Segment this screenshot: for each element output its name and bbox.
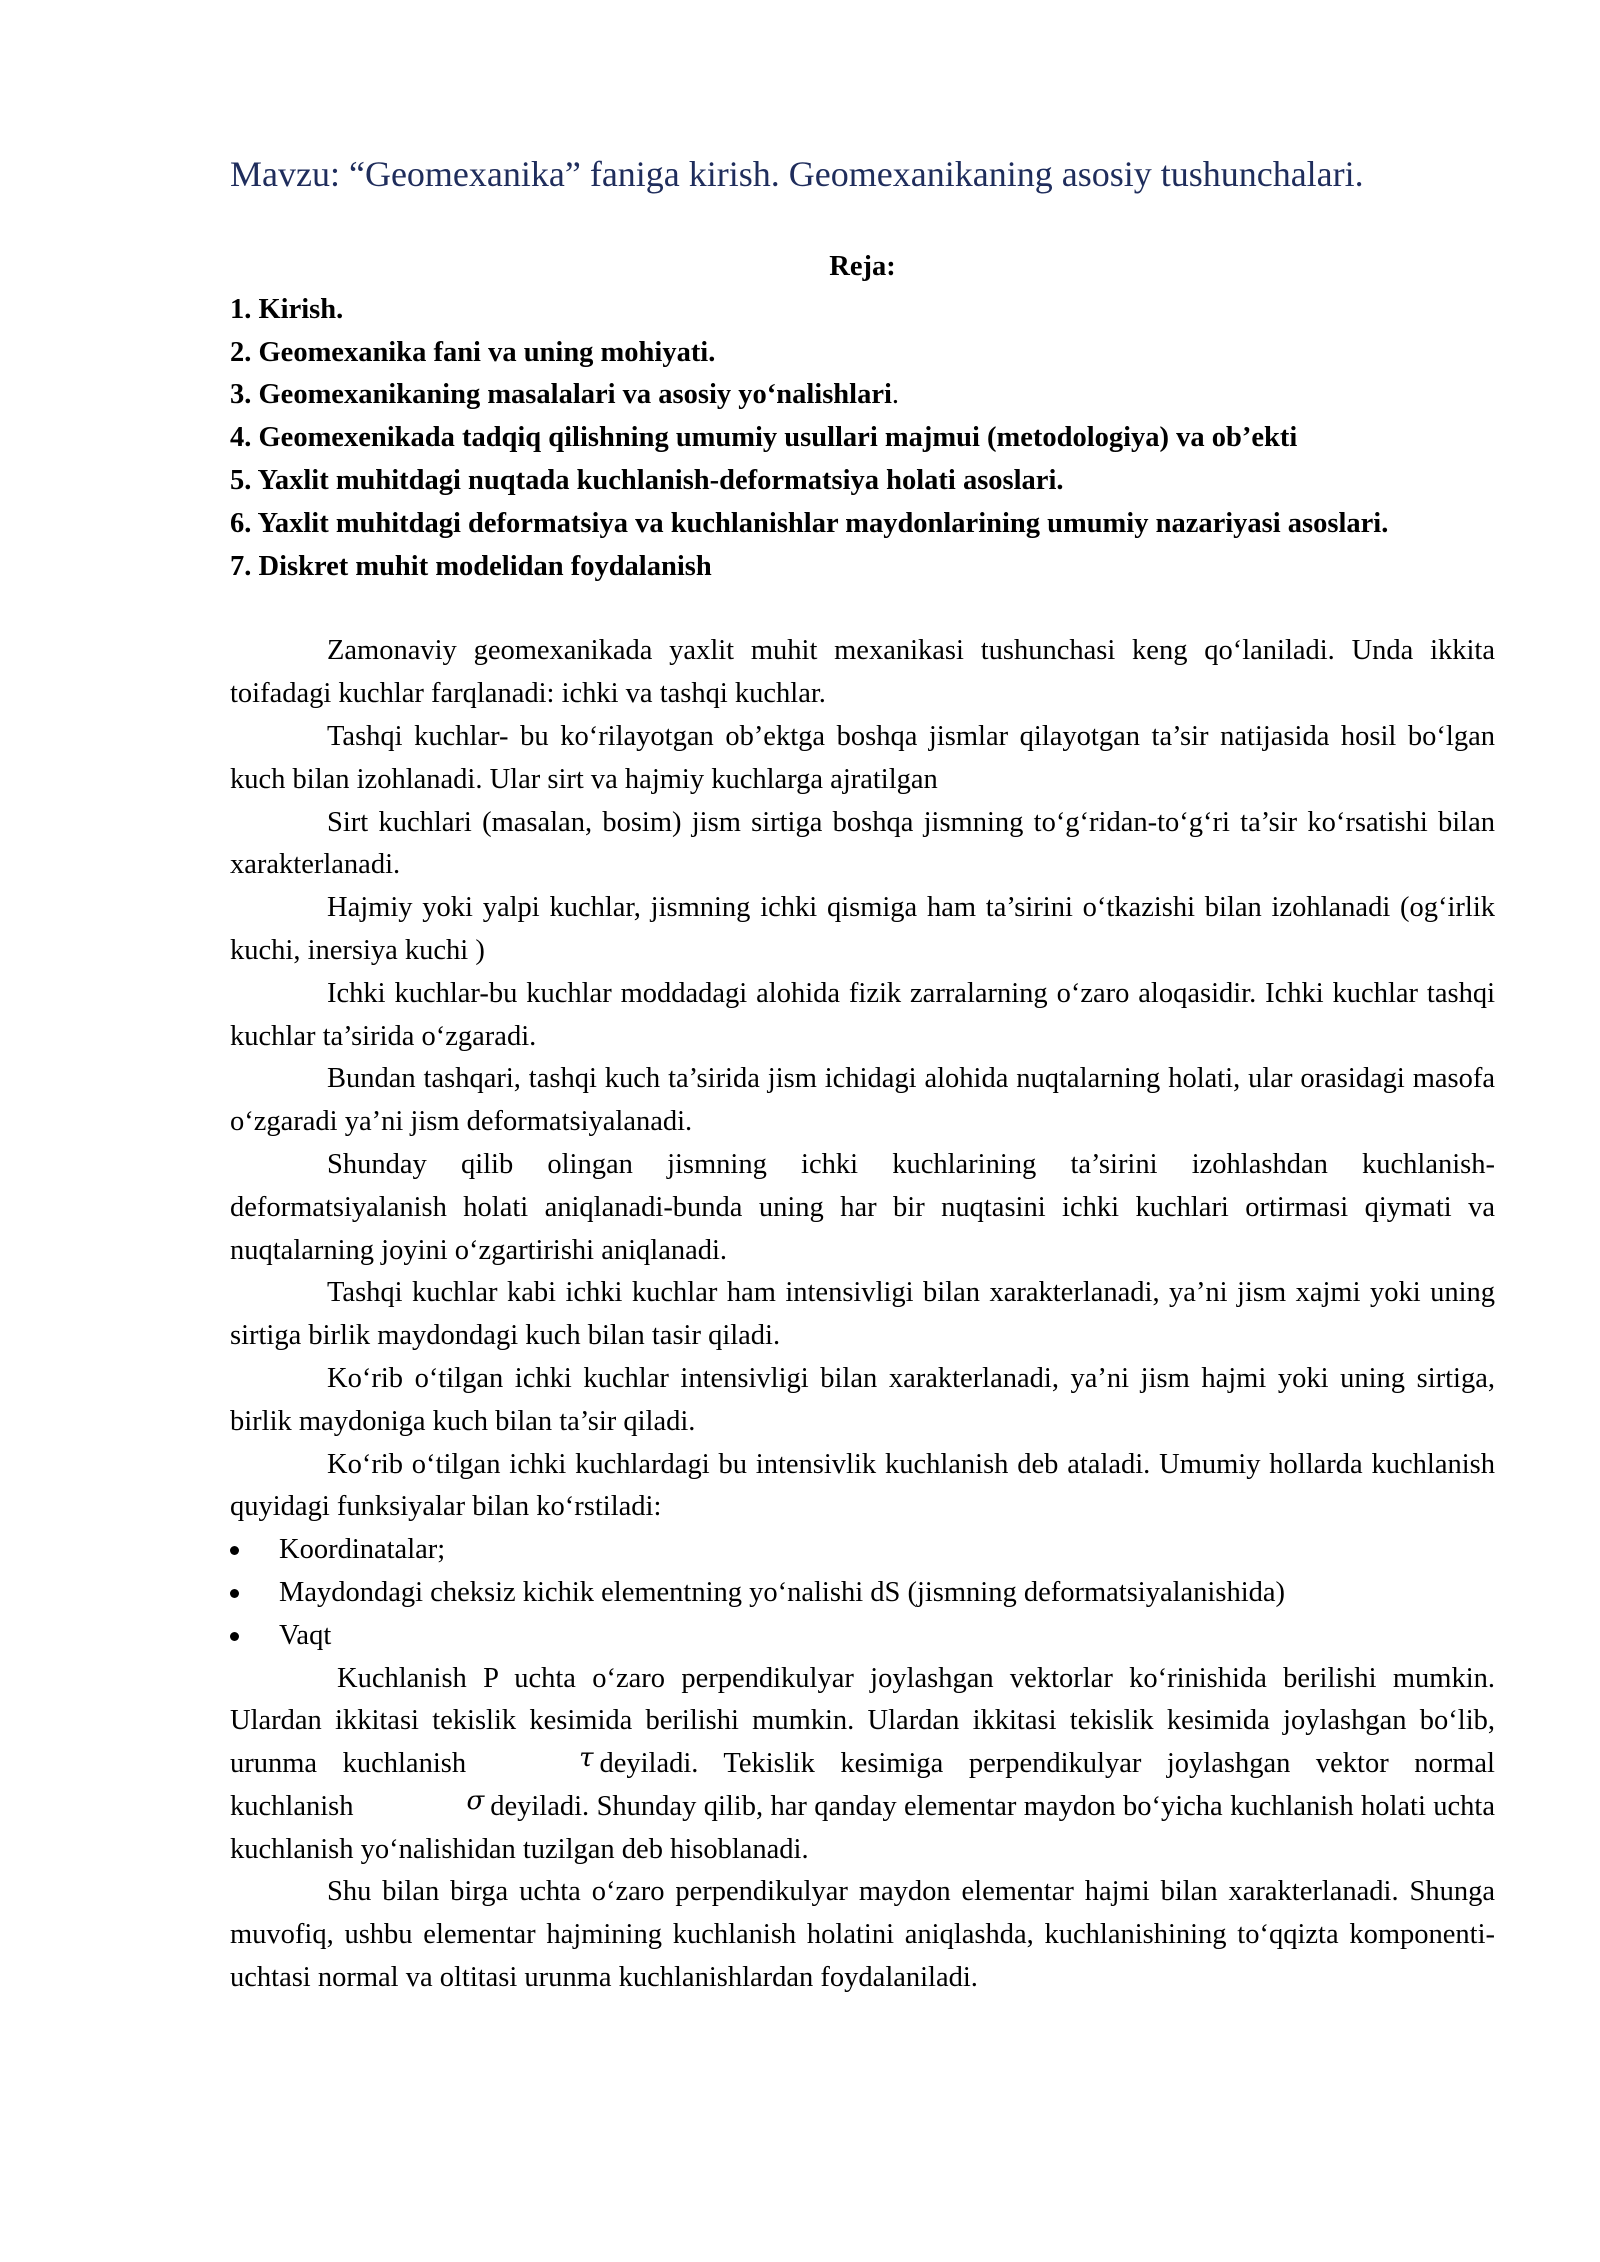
plan-item (230, 546, 1495, 589)
bullet-icon (230, 1632, 239, 1641)
plan-item-text: 4. Geomexenikada tadqiq qilishning umumiy usullari majmui (metodologiya) va ob’ekti (230, 422, 1298, 454)
bullet-item (230, 1615, 1495, 1658)
page-title: Mavzu: “Geomexanika” faniga kirish. Geomexanikaning asosiy tushunchalari. (230, 154, 1364, 194)
bullet-item (230, 1572, 1495, 1615)
body-text (230, 630, 1495, 2000)
paragraph: Bundan tashqari, tashqi kuch ta’sirida jism ichidagi alohida nuqtalarning holati, ular orasidagi masofa o‘zgaradi ya’ni jism deformatsiyalanadi. (230, 1063, 1495, 1138)
plan-list (230, 289, 1495, 589)
paragraph: Shunday qilib olingan jismning ichki kuchlarining ta’sirini izohlashdan kuchlanish-deformatsiyalanish holati aniqlanadi-bunda uning har bir nuqtasini ichki kuchlari ortirmasi qiymati va nuqtalarning joyini o‘zgartirishi aniqlanadi. (230, 1148, 1495, 1266)
paragraph: Tashqi kuchlar kabi ichki kuchlar ham intensivligi bilan xarakterlanadi, ya’ni jism xajmi yoki uning sirtiga birlik maydondagi kuch bilan tasir qiladi. (230, 1277, 1495, 1352)
plan-item (230, 289, 1495, 332)
final-paragraph: Shu bilan birga uchta o‘zaro perpendikulyar maydon elementar hajmi bilan xarakterlanadi. Shunga muvofiq, ushbu elementar hajmining kuchlanish holatini aniqlashda, kuchlanishining to‘qqizta komponenti-uchtasi normal va oltitasi urunma kuchlanishlardan foydalaniladi. (230, 1876, 1495, 1994)
plan-item-trail: . (891, 379, 900, 411)
plan-item-text: 7. Diskret muhit modelidan foydalanish (230, 550, 712, 582)
stress-text-part3: deyiladi. Shunday qilib, har qanday elementar maydon bo‘yicha kuchlanish holati uchta kuchlanish yo‘nalishidan tuzilgan deb hisoblanadi. (230, 1790, 1495, 1865)
bullet-text: Vaqt (279, 1619, 332, 1651)
plan-item (230, 460, 1495, 503)
bullet-text: Maydondagi cheksiz kichik elementning yo‘nalishi dS (jismning deformatsiyalanishida) (279, 1576, 1286, 1608)
stress-paragraph (230, 1658, 1495, 1872)
paragraph: Sirt kuchlari (masalan, bosim) jism sirtiga boshqa jismning to‘g‘ridan-to‘g‘ri ta’sir ko‘rsatishi bilan xarakterlanadi. (230, 806, 1495, 881)
plan-item-text: 5. Yaxlit muhitdagi nuqtada kuchlanish-deformatsiya holati asoslari. (230, 464, 1064, 496)
bullet-item (230, 1529, 1495, 1572)
plan-item-text: 3. Geomexanikaning masalalari va asosiy yo‘nalishlari (230, 379, 892, 411)
plan-heading: Reja: (829, 251, 896, 282)
stress-text-part1: Kuchlanish P uchta o‘zaro perpendikulyar joylashgan vektorlar ko‘rinishida berilishi mumkin. Ulardan ikkitasi tekislik kesimida berilishi mumkin. Ulardan ikkitasi tekislik kesimida joylashgan bo‘lib, urunma kuchlanish (230, 1662, 1495, 1780)
plan-item-text: 1. Kirish. (230, 293, 344, 325)
document-page (230, 150, 1495, 2000)
plan-item (230, 417, 1495, 460)
bullet-icon (230, 1546, 239, 1555)
bullet-text: Koordinatalar; (279, 1534, 446, 1566)
paragraph: Ichki kuchlar-bu kuchlar moddadagi alohida fizik zarralarning o‘zaro aloqasidir. Ichki kuchlar tashqi kuchlar ta’sirida o‘zgaradi. (230, 977, 1495, 1052)
paragraph: Hajmiy yoki yalpi kuchlar, jismning ichki qismiga ham ta’sirini o‘tkazishi bilan izohlanadi (og‘irlik kuchi, inersiya kuchi ) (230, 892, 1495, 966)
paragraph: Zamonaviy geomexanikada yaxlit muhit mexanikasi tushunchasi keng qo‘laniladi. Unda ikkita toifadagi kuchlar farqlanadi: ichki va tashqi kuchlar. (230, 635, 1495, 710)
tau-symbol: τ (579, 1743, 594, 1774)
paragraph: Ko‘rib o‘tilgan ichki kuchlardagi bu intensivlik kuchlanish deb ataladi. Umumiy hollarda kuchlanish quyidagi funksiyalar bilan ko‘rstiladi: (230, 1448, 1495, 1523)
plan-item (230, 374, 1495, 417)
paragraph: Tashqi kuchlar- bu ko‘rilayotgan ob’ektga boshqa jismlar qilayotgan ta’sir natijasida hosil bo‘lgan kuch bilan izohlanadi. Ular sirt va hajmiy kuchlarga ajratilgan (230, 720, 1495, 795)
bullet-icon (230, 1589, 239, 1598)
plan-item (230, 503, 1495, 546)
paragraph: Ko‘rib o‘tilgan ichki kuchlar intensivligi bilan xarakterlanadi, ya’ni jism hajmi yoki uning sirtiga, birlik maydoniga kuch bilan ta’sir qiladi. (230, 1362, 1495, 1437)
bullet-list (230, 1529, 1495, 1657)
stress-text-part2: deyiladi. Tekislik kesimiga perpendikulyar joylashgan vektor normal kuchlanish (230, 1748, 1495, 1822)
plan-item-text: 2. Geomexanika fani va uning mohiyati. (230, 336, 716, 368)
plan-item (230, 332, 1495, 375)
sigma-symbol: σ (466, 1785, 485, 1816)
plan-item-text: 6. Yaxlit muhitdagi deformatsiya va kuchlanishlar maydonlarining umumiy nazariyasi asoslari. (230, 507, 1389, 539)
